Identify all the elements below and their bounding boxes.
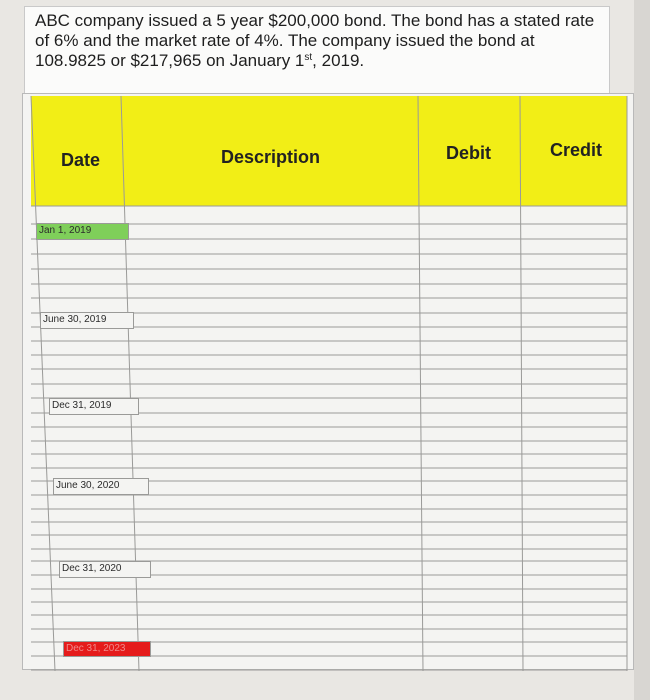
column-header-debit: Debit <box>446 143 491 163</box>
date-cell-june-30-2020[interactable]: June 30, 2020 <box>53 478 149 495</box>
column-header-description: Description <box>221 147 321 167</box>
problem-line-3-text: 108.9825 or $217,965 on January 1 <box>35 51 305 70</box>
column-header-date: Date <box>61 150 101 170</box>
date-cell-dec-31-2019[interactable]: Dec 31, 2019 <box>49 398 139 415</box>
problem-statement <box>24 6 610 94</box>
background-edge <box>634 0 650 700</box>
problem-line-1: ABC company issued a 5 year $200,000 bond. The bond has a stated rate <box>35 11 595 30</box>
problem-line-3 <box>35 51 599 71</box>
table-grid <box>23 94 635 671</box>
date-cell-dec-31-2023[interactable]: Dec 31, 2023 <box>63 641 151 657</box>
date-cell-jan-1-2019[interactable]: Jan 1, 2019 <box>36 223 129 240</box>
problem-line-3-end: , 2019. <box>312 51 365 70</box>
ordinal-suffix: st <box>304 52 313 63</box>
date-cell-dec-31-2020[interactable]: Dec 31, 2020 <box>59 561 151 578</box>
column-header-credit: Credit <box>550 140 603 160</box>
journal-entry-table <box>22 93 634 670</box>
date-cell-june-30-2019[interactable]: June 30, 2019 <box>40 312 134 329</box>
problem-line-2: of 6% and the market rate of 4%. The company issued the bond at <box>35 31 535 50</box>
